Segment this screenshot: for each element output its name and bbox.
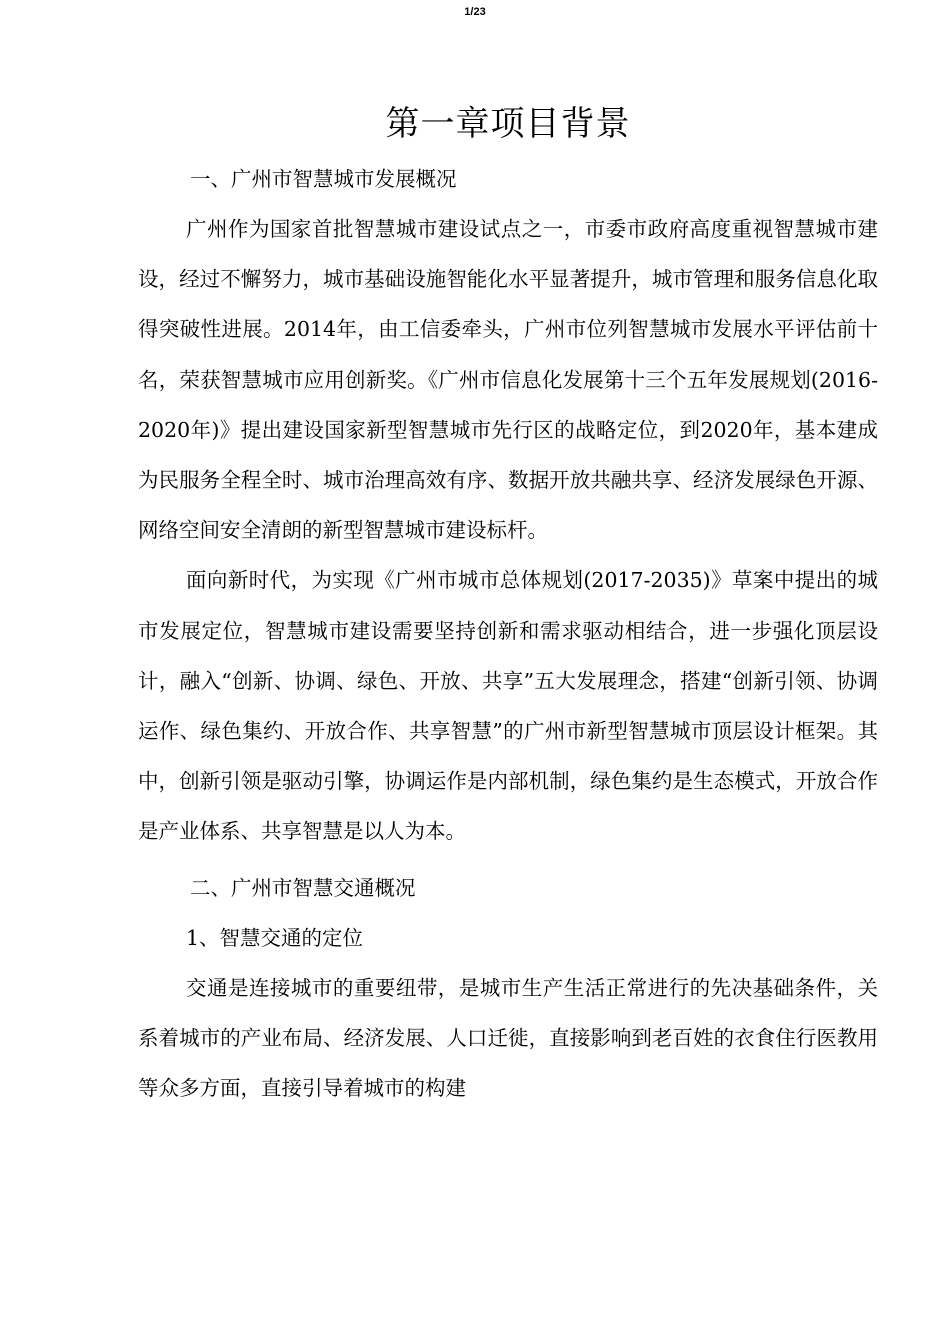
paragraph-smart-city-overview: 广州作为国家首批智慧城市建设试点之一，市委市政府高度重视智慧城市建设，经过不懈努力，城市基础设施智能化水平显著提升，城市管理和服务信息化取得突破性进展。2014年，由工信委牵头，广州市位列智慧城市发展水平评估前十名，荣获智慧城市应用创新奖。《广州市信息化发展第十三个五年发展规划(2016-2020年)》提出建设国家新型智慧城市先行区的战略定位，到2020年，基本建成为民服务全程全时、城市治理高效有序、数据开放共融共享、经济发展绿色开源、网络空间安全清朗的新型智慧城市建设标杆。	[138, 217, 878, 543]
section-heading-smart-traffic: 二、广州市智慧交通概况	[190, 875, 416, 900]
chapter-title: 第一章项目背景	[385, 104, 631, 144]
section-heading-smart-city: 一、广州市智慧城市发展概况	[190, 167, 457, 191]
paragraph-new-era-planning: 面向新时代，为实现《广州市城市总体规划(2017-2035)》草案中提出的城市发展定位，智慧城市建设需要坚持创新和需求驱动相结合，进一步强化顶层设计，融入“创新、协调、绿色、开放、共享”五大发展理念，搭建“创新引领、协调运作、绿色集约、开放合作、共享智慧”的广州市新型智慧城市顶层设计框架。其中，创新引领是驱动引擎，协调运作是内部机制，绿色集约是生态模式，开放合作是产业体系、共享智慧是以人为本。	[138, 568, 878, 844]
page-indicator: 1/23	[464, 6, 486, 18]
subsection-heading-traffic-positioning: 1、智慧交通的定位	[186, 925, 364, 950]
document-body	[138, 98, 878, 1113]
paragraph-traffic-positioning: 交通是连接城市的重要纽带，是城市生产生活正常进行的先决基础条件，关系着城市的产业布局、经济发展、人口迁徙，直接影响到老百姓的衣食住行医教用等众多方面，直接引导着城市的构建	[138, 975, 878, 1101]
